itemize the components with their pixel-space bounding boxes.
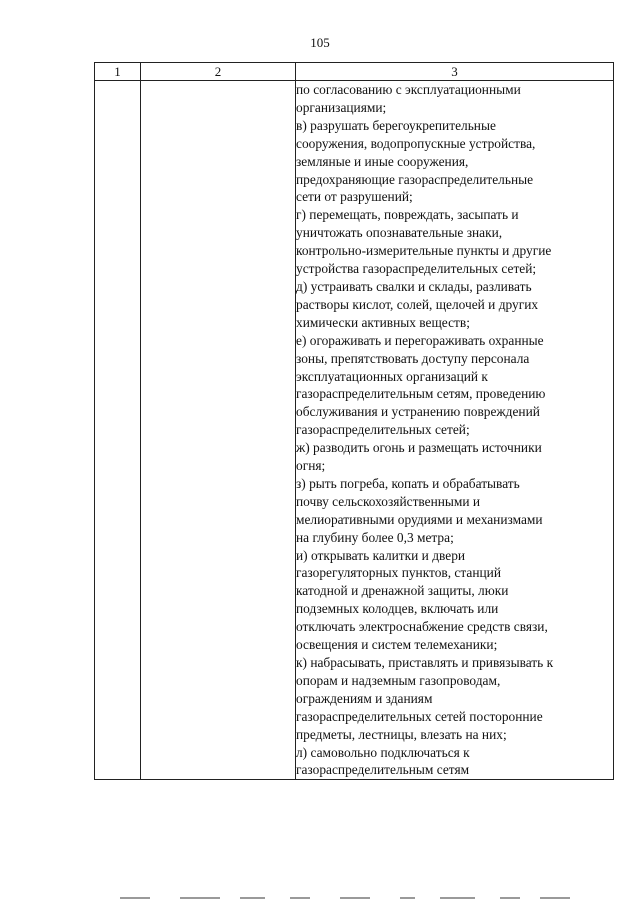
text-line: ограждениям и зданиям <box>296 690 433 706</box>
text-line: газораспределительным сетям <box>296 762 470 778</box>
column-3-cell <box>296 81 614 780</box>
text-line: г) перемещать, повреждать, засыпать и <box>296 207 519 223</box>
text-line: подземных колодцев, включать или <box>296 601 499 617</box>
text-line: д) устраивать свалки и склады, разливать <box>296 278 532 294</box>
table-row <box>95 81 614 780</box>
text-line: зоны, препятствовать доступу персонала <box>296 350 530 366</box>
text-line: в) разрушать берегоукрепительные <box>296 117 496 133</box>
text-line: л) самовольно подключаться к <box>296 744 470 760</box>
document-table <box>94 62 614 780</box>
text-line: на глубину более 0,3 метра; <box>296 529 454 545</box>
column-header-1: 1 <box>95 63 141 81</box>
text-line: устройства газораспределительных сетей; <box>296 261 537 277</box>
text-line: контрольно-измерительные пункты и другие <box>296 243 552 259</box>
text-line: опорам и надземным газопроводам, <box>296 672 501 688</box>
text-line: газораспределительных сетей посторонние <box>296 708 543 724</box>
text-line: химически активных веществ; <box>296 314 470 330</box>
text-line: организациями; <box>296 99 387 115</box>
text-line: ж) разводить огонь и размещать источники <box>296 440 542 456</box>
text-line: к) набрасывать, приставлять и привязывать к <box>296 655 554 670</box>
table-header-row <box>95 63 614 81</box>
page-number: 105 <box>310 35 330 50</box>
text-line: е) огораживать и перегораживать охранные <box>296 332 544 348</box>
text-line: огня; <box>296 458 326 474</box>
text-line: уничтожать опознавательные знаки, <box>296 225 503 241</box>
text-line: предметы, лестницы, влезать на них; <box>296 726 507 742</box>
text-line: растворы кислот, солей, щелочей и других <box>296 296 539 312</box>
text-line: катодной и дренажной защиты, люки <box>296 583 509 599</box>
column-header-3: 3 <box>296 63 614 81</box>
column-header-2: 2 <box>141 63 296 81</box>
text-line: отключать электроснабжение средств связи, <box>296 619 548 635</box>
column-1-cell <box>95 81 141 780</box>
text-line: освещения и систем телемеханики; <box>296 637 498 653</box>
column-2-cell <box>141 81 296 780</box>
text-line: эксплуатационных организаций к <box>296 368 488 384</box>
text-line: обслуживания и устранению повреждений <box>296 404 540 420</box>
scan-artifact-marks <box>120 897 600 901</box>
text-line: газорегуляторных пунктов, станций <box>296 565 502 581</box>
text-line: предохраняющие газораспределительные <box>296 171 534 187</box>
text-line: сооружения, водопропускные устройства, <box>296 135 536 151</box>
text-line: мелиоративными орудиями и механизмами <box>296 511 543 527</box>
text-line: почву сельскохозяйственными и <box>296 493 481 509</box>
text-line: газораспределительным сетям, проведению <box>296 386 546 402</box>
text-line: газораспределительных сетей; <box>296 422 470 438</box>
text-line: сети от разрушений; <box>296 189 413 205</box>
text-line: з) рыть погреба, копать и обрабатывать <box>296 475 520 491</box>
text-line: и) открывать калитки и двери <box>296 547 466 563</box>
text-line: по согласованию с эксплуатационными <box>296 82 521 97</box>
text-line: земляные и иные сооружения, <box>296 153 469 169</box>
